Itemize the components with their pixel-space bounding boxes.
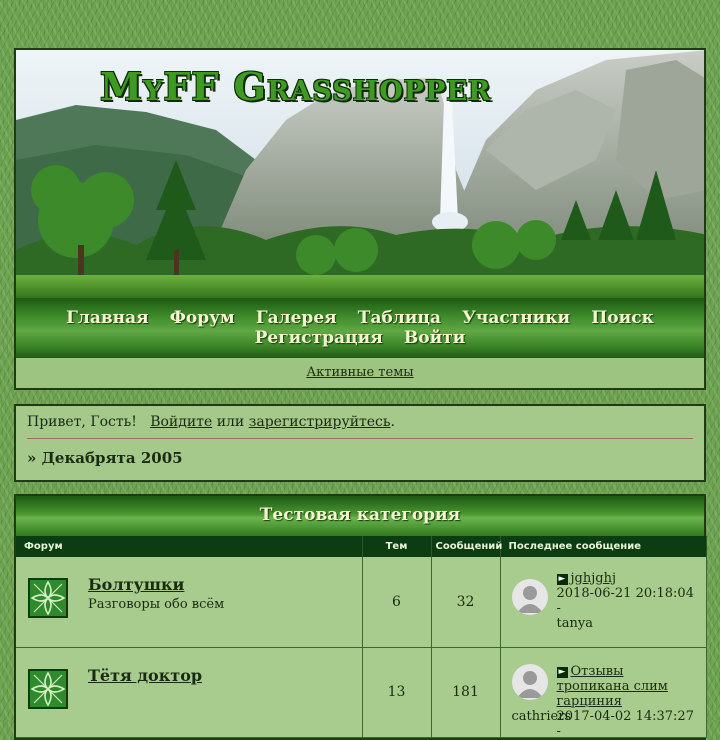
forum-table bbox=[16, 536, 707, 738]
posts-count: 181 bbox=[431, 647, 500, 737]
login-link[interactable]: Войдите bbox=[150, 414, 213, 430]
last-post-cell bbox=[500, 647, 706, 737]
last-post-info bbox=[557, 664, 698, 739]
last-post-author: tanya bbox=[556, 616, 593, 631]
divider bbox=[27, 438, 693, 439]
breadcrumb: » Декабрята 2005 bbox=[27, 449, 183, 467]
main-navigation bbox=[14, 298, 706, 358]
user-avatar-icon bbox=[512, 664, 548, 700]
forum-info-cell bbox=[16, 647, 362, 737]
forum-title-link[interactable]: Тётя доктор bbox=[88, 665, 203, 685]
topics-count: 13 bbox=[362, 647, 431, 737]
greeting-text: Привет, Гость! bbox=[27, 414, 137, 430]
forum-emblem-icon bbox=[28, 669, 68, 709]
column-header-forum: Форум bbox=[16, 536, 362, 557]
column-header-posts: Сообщений bbox=[431, 536, 500, 557]
topics-count: 6 bbox=[362, 557, 431, 647]
column-header-topics: Тем bbox=[362, 536, 431, 557]
forum-category bbox=[14, 494, 706, 740]
last-topic-link[interactable]: jghjghj bbox=[570, 571, 616, 586]
nav-register[interactable]: Регистрация bbox=[254, 328, 383, 348]
or-text: или bbox=[216, 414, 245, 430]
header-banner bbox=[14, 48, 706, 298]
site-logo[interactable]: MyFF Grasshopper bbox=[100, 64, 492, 109]
last-post-cell bbox=[500, 557, 706, 647]
last-post-info bbox=[557, 571, 698, 631]
period-text: . bbox=[390, 414, 395, 430]
forum-title-link[interactable]: Болтушки bbox=[88, 575, 185, 594]
forum-info-cell bbox=[16, 557, 362, 647]
last-post-date: 2017-04-02 14:37:27 - bbox=[556, 708, 694, 739]
go-to-post-icon[interactable]: ► bbox=[557, 667, 568, 678]
nav-table[interactable]: Таблица bbox=[357, 308, 441, 328]
forum-row bbox=[16, 647, 706, 737]
nav-members[interactable]: Участники bbox=[462, 308, 571, 328]
user-avatar-icon bbox=[512, 579, 548, 615]
forum-row bbox=[16, 557, 706, 647]
nav-login[interactable]: Войти bbox=[403, 328, 466, 348]
page-wrapper bbox=[14, 48, 706, 740]
last-post-date: 2018-06-21 20:18:04 - bbox=[556, 586, 694, 616]
register-link[interactable]: зарегистрируйтесь bbox=[248, 414, 391, 430]
welcome-box bbox=[14, 404, 706, 482]
forum-emblem-icon bbox=[28, 578, 68, 618]
go-to-post-icon[interactable]: ► bbox=[557, 574, 568, 585]
forum-description: Разговоры обо всём bbox=[88, 597, 225, 612]
greeting-line bbox=[27, 414, 693, 430]
sub-navigation bbox=[14, 358, 706, 390]
nav-gallery[interactable]: Галерея bbox=[255, 308, 337, 328]
nav-forum[interactable]: Форум bbox=[169, 308, 235, 328]
last-topic-link[interactable]: Отзывы тропикана слим гарциния bbox=[556, 663, 668, 709]
nav-home[interactable]: Главная bbox=[66, 308, 149, 328]
category-title: Тестовая категория bbox=[16, 496, 704, 536]
last-post-author: cathriers bbox=[511, 708, 572, 724]
active-topics-link[interactable]: Активные темы bbox=[306, 365, 414, 380]
posts-count: 32 bbox=[431, 557, 500, 647]
column-header-last-post: Последнее сообщение bbox=[500, 536, 706, 557]
nav-search[interactable]: Поиск bbox=[591, 308, 654, 328]
